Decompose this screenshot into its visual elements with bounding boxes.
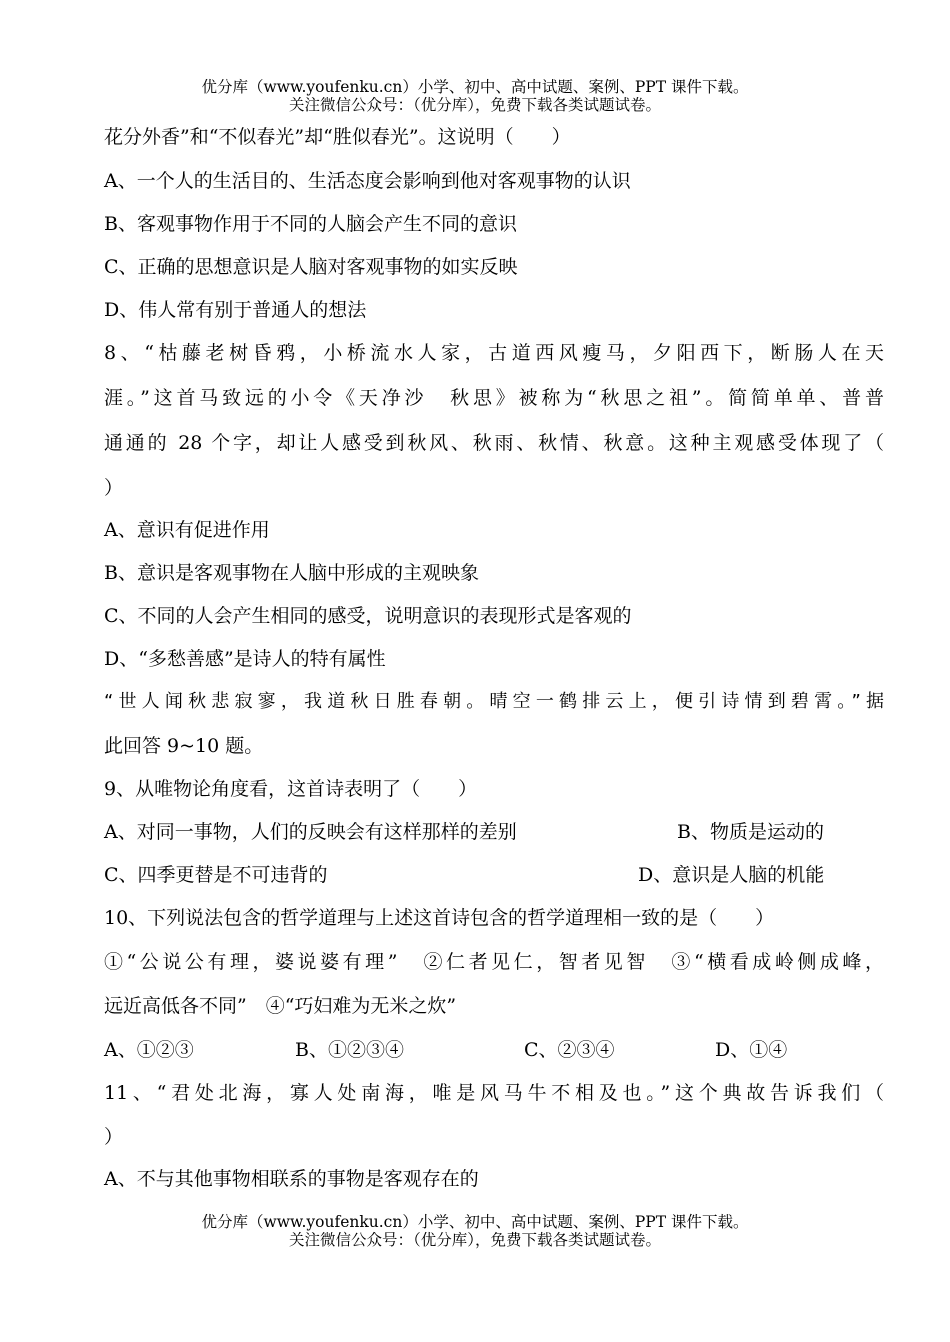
q9-stem: 9、从唯物论角度看，这首诗表明了（ ） bbox=[104, 778, 478, 800]
q7-option-d: D、伟人常有别于普通人的想法 bbox=[104, 299, 367, 321]
q10-option-b: B、①②③④ bbox=[295, 1039, 404, 1061]
q11-stem-line-2: ） bbox=[104, 1126, 124, 1148]
q8-option-c: C、不同的人会产生相同的感受，说明意识的表现形式是客观的 bbox=[104, 605, 632, 627]
q8-option-b: B、意识是客观事物在人脑中形成的主观映象 bbox=[104, 562, 479, 584]
footer-line-2: 关注微信公众号：（优分库），免费下载各类试题试卷。 bbox=[288, 1231, 661, 1249]
header-line-2: 关注微信公众号：（优分库），免费下载各类试题试卷。 bbox=[288, 96, 661, 114]
q9-option-a: A、对同一事物，人们的反映会有这样那样的差别 bbox=[104, 821, 517, 843]
q9-option-d: D、意识是人脑的机能 bbox=[638, 864, 825, 886]
q8-option-a: A、意识有促进作用 bbox=[104, 519, 270, 541]
q10-option-d: D、①④ bbox=[715, 1039, 788, 1061]
q11-option-a: A、不与其他事物相联系的事物是客观存在的 bbox=[104, 1168, 479, 1190]
poem-instruction: 此回答 9~10 题。 bbox=[104, 735, 264, 757]
q8-stem-line-3: 通通的 28 个字，却让人感受到秋风、秋雨、秋情、秋意。这种主观感受体现了（ bbox=[104, 432, 884, 454]
poem-quote: “世人闻秋悲寂寥，我道秋日胜春朝。晴空一鹤排云上，便引诗情到碧霄。”据 bbox=[104, 691, 884, 712]
q10-option-c: C、②③④ bbox=[524, 1039, 615, 1061]
q7-stem-continuation: 花分外香”和“不似春光”却“胜似春光”。这说明（ ） bbox=[104, 126, 571, 148]
q8-stem-line-4: ） bbox=[104, 477, 124, 499]
q7-option-a: A、一个人的生活目的、生活态度会影响到他对客观事物的认识 bbox=[104, 170, 631, 192]
q8-stem-line-1: 8、“枯藤老树昏鸦，小桥流水人家，古道西风瘦马，夕阳西下，断肠人在天 bbox=[104, 342, 884, 364]
q10-statements-line-2: 远近高低各不同” ④“巧妇难为无米之炊” bbox=[104, 995, 457, 1017]
q8-stem-line-2: 涯。”这首马致远的小令《天净沙 秋思》被称为“秋思之祖”。简简单单、普普 bbox=[104, 387, 884, 409]
page-footer bbox=[0, 1213, 950, 1249]
q7-option-c: C、正确的思想意识是人脑对客观事物的如实反映 bbox=[104, 256, 518, 278]
q9-option-c: C、四季更替是不可违背的 bbox=[104, 864, 328, 886]
q11-stem-line-1: 11、“君处北海，寡人处南海，唯是风马牛不相及也。”这个典故告诉我们（ bbox=[104, 1082, 884, 1104]
header-line-1: 优分库（www.youfenku.cn）小学、初中、高中试题、案例、PPT 课件下载。 bbox=[201, 78, 749, 96]
page-header bbox=[0, 78, 950, 114]
q10-option-a: A、①②③ bbox=[104, 1039, 194, 1061]
footer-line-1: 优分库（www.youfenku.cn）小学、初中、高中试题、案例、PPT 课件下载。 bbox=[201, 1213, 749, 1231]
q8-option-d: D、“多愁善感”是诗人的特有属性 bbox=[104, 648, 386, 670]
q7-option-b: B、客观事物作用于不同的人脑会产生不同的意识 bbox=[104, 213, 517, 235]
q9-option-b: B、物质是运动的 bbox=[677, 821, 824, 843]
q10-stem: 10、下列说法包含的哲学道理与上述这首诗包含的哲学道理相一致的是（ ） bbox=[104, 907, 775, 929]
q10-statements-line-1: ①“公说公有理，婆说婆有理” ②仁者见仁，智者见智 ③“横看成岭侧成峰， bbox=[104, 951, 884, 973]
